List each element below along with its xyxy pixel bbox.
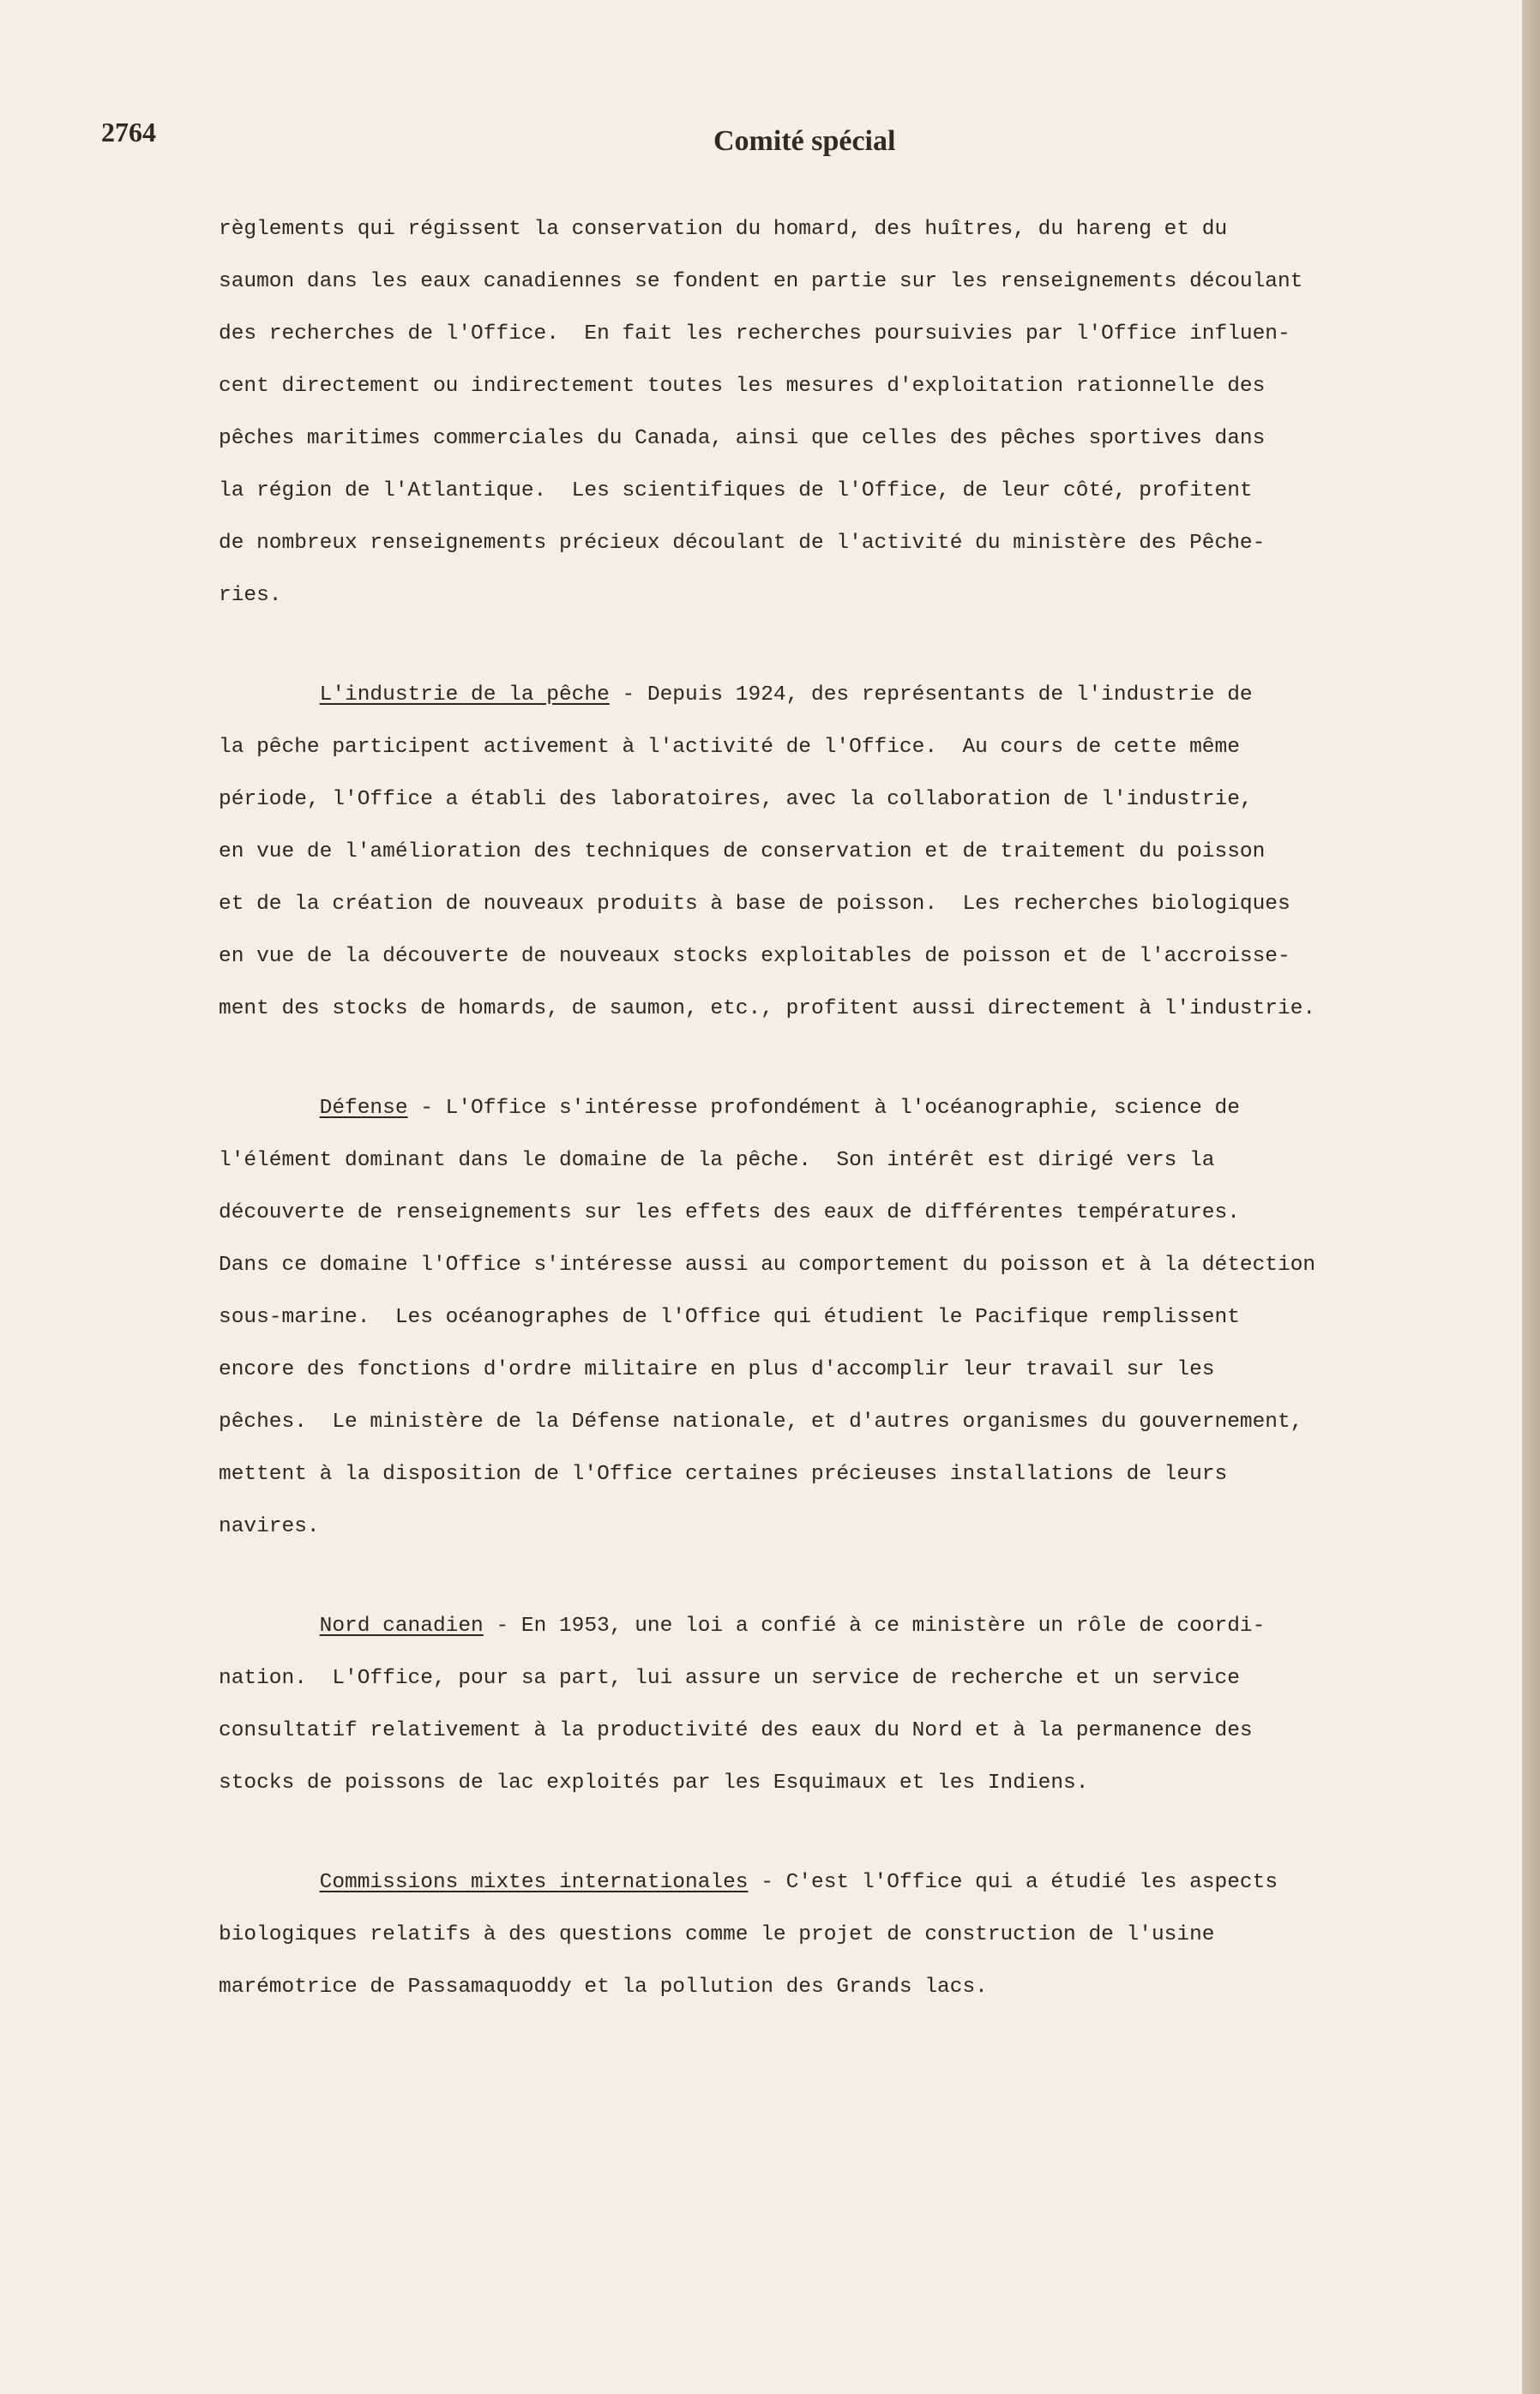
section-heading: Nord canadien [319, 1615, 484, 1638]
paragraph-nord-canadien [219, 1609, 1402, 1819]
text-line: mettent à la disposition de l'Office certaines précieuses installations de leurs [219, 1463, 1228, 1486]
page-number: 2764 [101, 117, 156, 147]
paragraph-first-line [219, 1609, 1402, 1662]
text-line: ment des stocks de homards, de saumon, etc., profitent aussi directement à l'industrie. [219, 997, 1316, 1020]
text-line: la pêche participent activement à l'activité de l'Office. Au cours de cette même [219, 736, 1240, 759]
text-run: - L'Office s'intéresse profondément à l'océanographie, science de [407, 1097, 1240, 1120]
text-line: saumon dans les eaux canadiennes se fondent en partie sur les renseignements découlant [219, 270, 1303, 293]
text-line: et de la création de nouveaux produits à base de poisson. Les recherches biologiques [219, 893, 1290, 916]
text-line: encore des fonctions d'ordre militaire en plus d'accomplir leur travail sur les [219, 1358, 1215, 1381]
text-line: découverte de renseignements sur les effets des eaux de différentes températures. [219, 1201, 1240, 1224]
paragraph-first-line [219, 678, 1402, 731]
text-line: marémotrice de Passamaquoddy et la pollution des Grands lacs. [219, 1976, 988, 1999]
running-head: Comité spécial [713, 125, 896, 157]
text-line: l'élément dominant dans le domaine de la pêche. Son intérêt est dirigé vers la [219, 1149, 1215, 1172]
text-line: stocks de poissons de lac exploités par les Esquimaux et les Indiens. [219, 1771, 1089, 1795]
paragraph-first-line [219, 1092, 1402, 1144]
paragraph-commissions [219, 1866, 1402, 2023]
section-heading: Défense [319, 1097, 408, 1120]
text-line: pêches. Le ministère de la Défense nationale, et d'autres organismes du gouvernement, [219, 1411, 1303, 1434]
text-line: période, l'Office a établi des laboratoires, avec la collaboration de l'industrie, [219, 788, 1253, 811]
paragraph-industrie [219, 678, 1402, 1044]
text-line: en vue de la découverte de nouveaux stocks exploitables de poisson et de l'accroisse- [219, 945, 1290, 968]
paragraph-defense [219, 1092, 1402, 1562]
text-line: cent directement ou indirectement toutes les mesures d'exploitation rationnelle des [219, 375, 1266, 398]
text-run: - En 1953, une loi a confié à ce ministère un rôle de coordi- [483, 1615, 1266, 1638]
text-line: la région de l'Atlantique. Les scientifiques de l'Office, de leur côté, profitent [219, 479, 1253, 502]
text-line: navires. [219, 1515, 320, 1538]
paragraph-intro [219, 213, 1402, 631]
text-line: consultatif relativement à la productivité des eaux du Nord et à la permanence des [219, 1719, 1253, 1742]
section-heading: L'industrie de la pêche [319, 683, 610, 707]
text-line: Dans ce domaine l'Office s'intéresse aussi au comportement du poisson et à la détection [219, 1254, 1316, 1277]
text-line: biologiques relatifs à des questions comme le projet de construction de l'usine [219, 1923, 1215, 1946]
text-line: règlements qui régissent la conservation du homard, des huîtres, du hareng et du [219, 218, 1228, 241]
text-line: des recherches de l'Office. En fait les recherches poursuivies par l'Office influen- [219, 322, 1290, 346]
text-line: sous-marine. Les océanographes de l'Office qui étudient le Pacifique remplissent [219, 1306, 1240, 1329]
text-line: en vue de l'amélioration des techniques de conservation et de traitement du poisson [219, 840, 1266, 863]
section-heading: Commissions mixtes internationales [319, 1871, 749, 1894]
body-text [219, 213, 1402, 2023]
text-line: ries. [219, 584, 282, 607]
paragraph-first-line [219, 1866, 1402, 1918]
text-run: - Depuis 1924, des représentants de l'industrie de [609, 683, 1253, 707]
text-run: - C'est l'Office qui a étudié les aspects [748, 1871, 1278, 1894]
text-line: nation. L'Office, pour sa part, lui assure un service de recherche et un service [219, 1667, 1240, 1690]
text-line: pêches maritimes commerciales du Canada, ainsi que celles des pêches sportives dans [219, 427, 1266, 450]
page-edge-shadow [1522, 0, 1540, 2394]
text-line: de nombreux renseignements précieux découlant de l'activité du ministère des Pêche- [219, 532, 1266, 555]
